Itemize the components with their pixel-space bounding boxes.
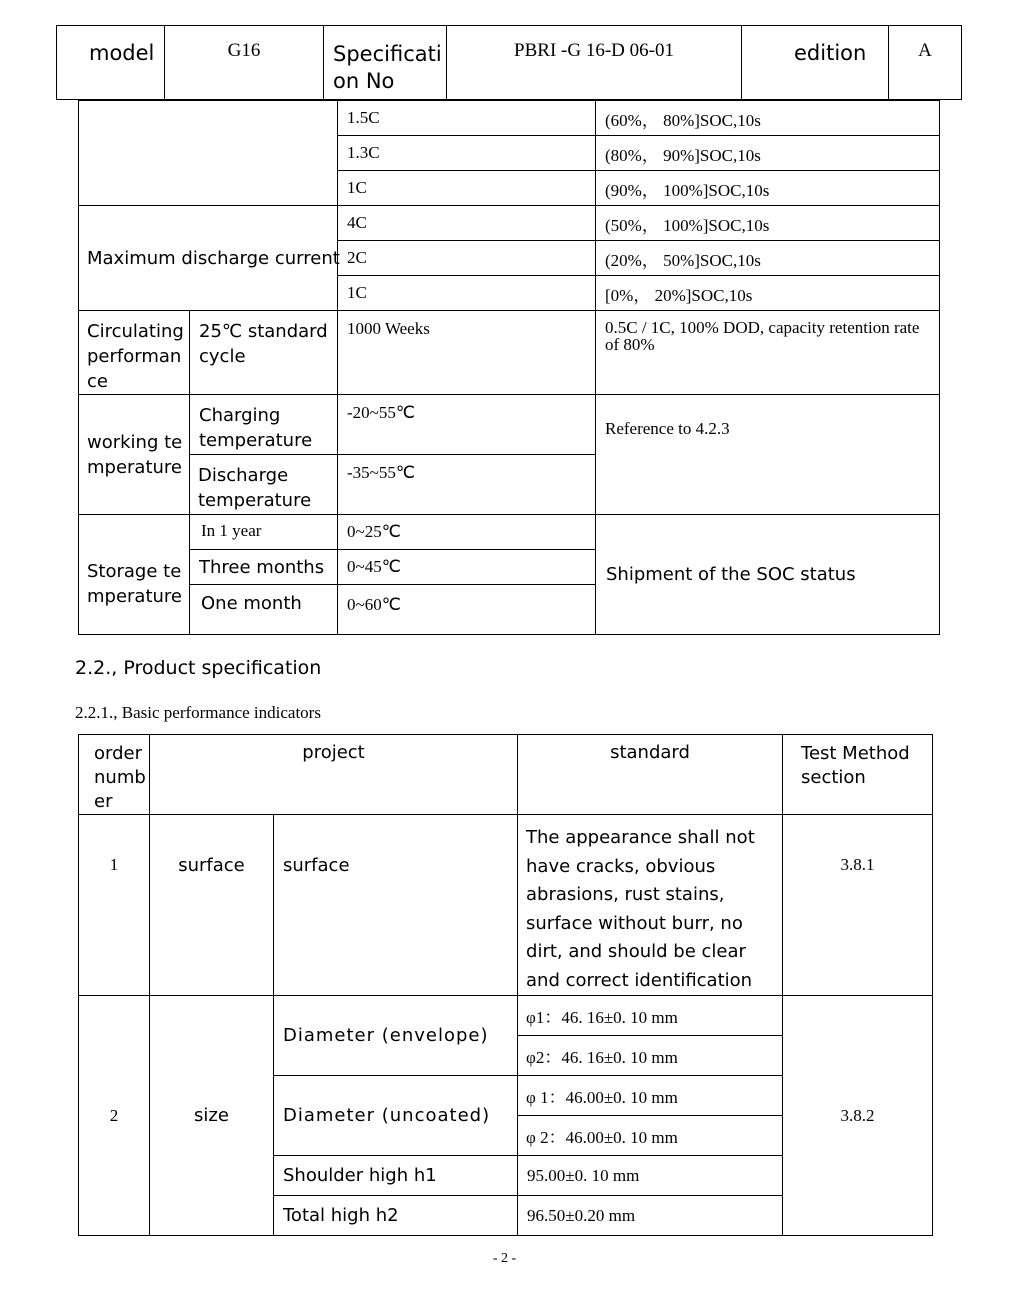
diameter-uncoated-value: φ 1：46.00±0. 10 mm	[518, 1076, 783, 1116]
rate-cell: 2C	[338, 241, 596, 276]
method-cell: 3.8.2	[783, 996, 933, 1236]
category-cell: surface	[150, 815, 274, 996]
storage-range-cell: 0~25℃	[338, 515, 596, 550]
max-discharge-label: Maximum discharge current	[79, 206, 338, 311]
category-cell: size	[150, 996, 274, 1236]
standard-cell: The appearance shall not have cracks, obvious abrasions, rust stains, surface without burr, no dirt, and should be clear and correct identification	[518, 815, 783, 996]
charging-temperature-value: -20~55℃	[338, 395, 596, 455]
table-row	[79, 515, 940, 550]
working-temperature-label: working temperature	[79, 395, 190, 515]
section-heading: 2.2., Product specification	[75, 657, 322, 679]
cycle-value-cell: 1000 Weeks	[338, 311, 596, 395]
specification-no-value: PBRI -G 16-D 06-01	[447, 26, 742, 100]
diameter-uncoated-value: φ 2：46.00±0. 10 mm	[518, 1116, 783, 1156]
storage-note: Shipment of the SOC status	[596, 515, 940, 635]
circulating-performance-label: Circulating performance	[79, 311, 190, 395]
edition-label: edition	[742, 26, 889, 100]
order-cell: 2	[79, 996, 150, 1236]
total-high-label: Total high h2	[274, 1196, 518, 1236]
soc-range-cell: (90%， 100%]SOC,10s	[596, 171, 940, 206]
page-number: - 2 -	[492, 1251, 517, 1266]
table-header-row	[79, 735, 933, 815]
rate-cell: 1C	[338, 276, 596, 311]
specification-no-label: Specification No	[324, 26, 447, 100]
blank-cell	[79, 101, 338, 206]
cycle-note-cell: 0.5C / 1C, 100% DOD, capacity retention rate of 80%	[596, 311, 940, 395]
header-test-method: Test Method section	[783, 735, 933, 815]
soc-range-cell: (80%， 90%]SOC,10s	[596, 136, 940, 171]
soc-range-cell: [0%， 20%]SOC,10s	[596, 276, 940, 311]
charging-temperature-label: Charging temperature	[190, 395, 338, 455]
rate-cell: 1.3C	[338, 136, 596, 171]
document-header-table	[56, 25, 962, 100]
edition-value: A	[889, 26, 962, 100]
cycle-condition-cell: 25℃ standard cycle	[190, 311, 338, 395]
method-cell: 3.8.1	[783, 815, 933, 996]
table-row	[79, 101, 940, 136]
model-value: G16	[165, 26, 324, 100]
storage-range-cell: 0~45℃	[338, 550, 596, 585]
table-row	[79, 206, 940, 241]
item-cell: surface	[274, 815, 518, 996]
performance-indicators-table	[78, 734, 933, 1236]
soc-range-cell: (20%， 50%]SOC,10s	[596, 241, 940, 276]
table-row	[79, 311, 940, 395]
storage-period-cell: One month	[190, 585, 338, 635]
order-cell: 1	[79, 815, 150, 996]
storage-temperature-label: Storage temperature	[79, 515, 190, 635]
header-standard: standard	[518, 735, 783, 815]
diameter-envelope-value: φ1：46. 16±0. 10 mm	[518, 996, 783, 1036]
discharge-temperature-value: -35~55℃	[338, 455, 596, 515]
storage-range-cell: 0~60℃	[338, 585, 596, 635]
total-high-value: 96.50±0.20 mm	[518, 1196, 783, 1236]
diameter-envelope-label: Diameter (envelope)	[274, 996, 518, 1076]
header-order-number: order number	[79, 735, 150, 815]
rate-cell: 1C	[338, 171, 596, 206]
table-row	[79, 996, 933, 1036]
table-row	[79, 395, 940, 455]
soc-range-cell: (60%， 80%]SOC,10s	[596, 101, 940, 136]
subsection-heading: 2.2.1., Basic performance indicators	[75, 703, 321, 722]
storage-period-cell: In 1 year	[190, 515, 338, 550]
model-label: model	[57, 26, 165, 100]
rate-cell: 1.5C	[338, 101, 596, 136]
working-temperature-note: Reference to 4.2.3	[596, 395, 940, 515]
shoulder-high-label: Shoulder high h1	[274, 1156, 518, 1196]
shoulder-high-value: 95.00±0. 10 mm	[518, 1156, 783, 1196]
soc-range-cell: (50%， 100%]SOC,10s	[596, 206, 940, 241]
table-row	[79, 815, 933, 996]
diameter-uncoated-label: Diameter (uncoated)	[274, 1076, 518, 1156]
storage-period-cell: Three months	[190, 550, 338, 585]
spec-table	[78, 100, 940, 635]
diameter-envelope-value: φ2：46. 16±0. 10 mm	[518, 1036, 783, 1076]
discharge-temperature-label: Discharge temperature	[190, 455, 338, 515]
rate-cell: 4C	[338, 206, 596, 241]
header-project: project	[150, 735, 518, 815]
